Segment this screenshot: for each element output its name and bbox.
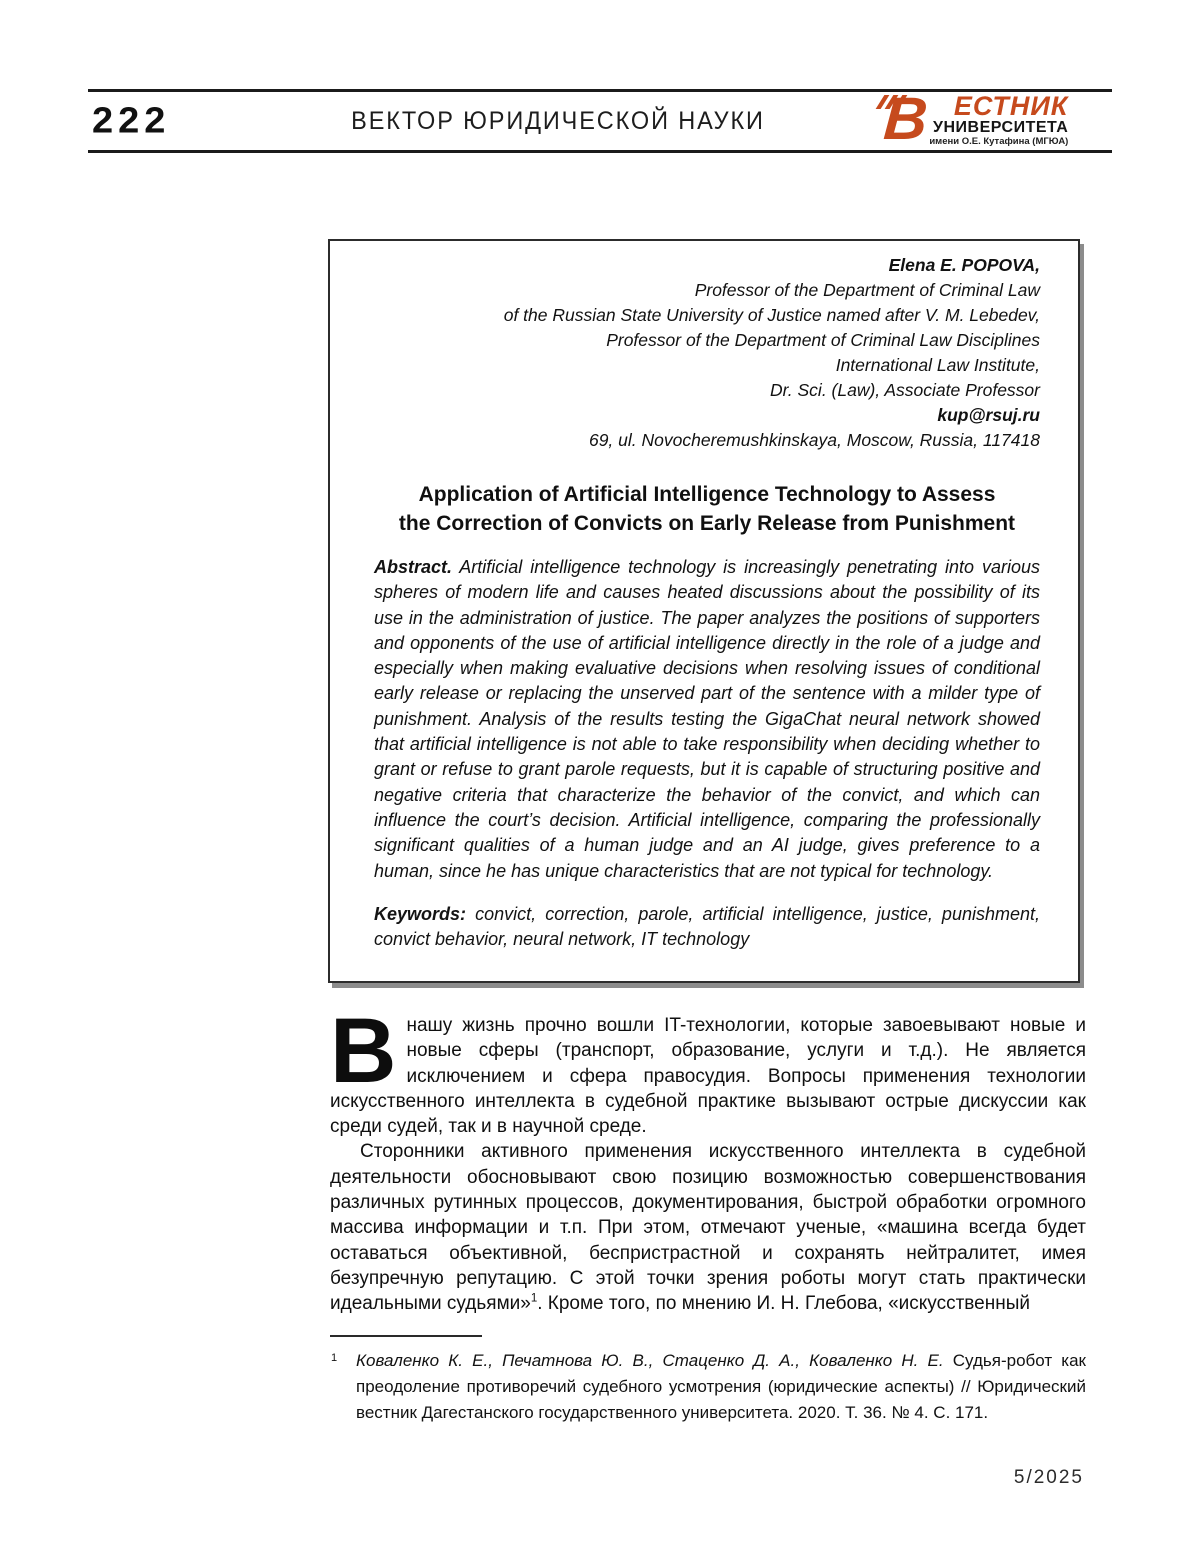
abstract-text: Artificial intelligence technology is increasingly penetrating into various spheres of modern life and causes heated discussions about the possibility of its use in the administration of justice. The paper analyzes the positions of supporters and opponents of the use of artificial intelligence directly in the role of a judge and especially when making evaluative decisions when resolving issues of conditional early release or replacing the unserved part of the sentence with a milder type of punishment. Analysis of the results testing the GigaChat neural network showed that artificial intelligence is not able to take responsibility when deciding whether to grant or refuse to grant parole requests, but it is capable of structuring positive and negative criteria that characterize the behavior of the convict, and which can influence the court’s decision. Artificial intelligence, comparing the professionally significant qualities of a human judge and an AI judge, gives preference to a human, since he has unique characteristics that are not typical for technology.: [374, 557, 1040, 881]
keywords: [374, 902, 1040, 953]
article-header-box: [328, 239, 1080, 983]
page-number: 222: [92, 100, 171, 141]
author-address: 69, ul. Novocheremushkinskaya, Moscow, Russia, 117418: [588, 430, 1040, 450]
drop-cap: В: [330, 1000, 397, 1102]
logo-initial-letter: В: [881, 85, 930, 152]
paragraph-2-tail: . Кроме того, по мнению И. Н. Глебова, «искусственный: [537, 1293, 1030, 1315]
article-title: [374, 480, 1040, 538]
author-affiliation-line: of the Russian State University of Justice named after V. M. Lebedev,: [503, 305, 1040, 325]
body-text: [330, 1000, 1086, 1317]
footnote-authors: Коваленко К. Е., Печатнова Ю. В., Стаценко Д. А., Коваленко Н. Е.: [356, 1351, 944, 1370]
paragraph-2-text: Сторонники активного применения искусственного интеллекта в судебной деятельности обосновывают свою позицию возможностью совершенствования различных рутинных процессов, документирования, быстрой обработки огромного массива информации и т.п. При этом, отмечают ученые, «машина всегда будет оставаться объективной, беспристрастной и сохранять нейтралитет, имея безупречную репутацию. С этой точки зрения роботы могут стать практически идеальными судьями»: [330, 1141, 1086, 1315]
author-affiliation-line: Dr. Sci. (Law), Associate Professor: [769, 380, 1040, 400]
paragraph-1: [330, 1000, 1086, 1139]
paragraph-1-text: нашу жизнь прочно вошли IT-технологии, которые завоевывают новые и новые сферы (транспорт, образование, услуги и т.д.). Не является исключением и сфера правосудия. Вопросы применения технологии искусственного интеллекта в судебной практике вызывают острые дискуссии как среди судей, так и в научной среде.: [330, 1015, 1086, 1138]
footnote-marker: 1: [331, 1352, 338, 1364]
page-issue: 5/2025: [1013, 1467, 1084, 1488]
author-affiliation-line: International Law Institute,: [835, 355, 1040, 375]
running-title: ВЕКТОР ЮРИДИЧЕСКОЙ НАУКИ: [351, 106, 765, 135]
keywords-label: Keywords:: [374, 903, 467, 924]
logo-title: ЕСТНИК: [953, 91, 1069, 121]
footnote: [330, 1335, 1086, 1426]
journal-logo: [874, 85, 1112, 152]
footnote-text: Судья-робот как преодоление противоречий судебного усмотрения (юридические аспекты) // Юридический вестник Дагестанского государственного университета. 2020. Т. 36. № 4. С. 171.: [356, 1351, 1086, 1422]
keywords-text: convict, correction, parole, artificial intelligence, justice, punishment, convict behavior, neural network, IT technology: [374, 903, 1040, 950]
footnote-separator: [330, 1335, 482, 1337]
footnote-reference: 1: [530, 1292, 538, 1305]
abstract-label: Abstract.: [374, 557, 453, 577]
page-header: [88, 85, 1112, 153]
author-affiliation-line: Professor of the Department of Criminal Law Disciplines: [606, 330, 1040, 350]
author-block: [374, 253, 1040, 453]
abstract: [374, 555, 1040, 884]
article-title-line: the Correction of Convicts on Early Release from Punishment: [398, 512, 1016, 535]
author-name: Elena E. POPOVA,: [888, 255, 1040, 275]
author-affiliation-line: Professor of the Department of Criminal Law: [694, 280, 1040, 300]
footnote-body: [330, 1348, 1086, 1426]
paragraph-2: [330, 1139, 1086, 1316]
logo-caption: имени О.Е. Кутафина (МГЮА): [929, 136, 1069, 147]
logo-subtitle: УНИВЕРСИТЕТА: [933, 119, 1069, 136]
author-email: kup@rsuj.ru: [937, 405, 1040, 425]
article-title-line: Application of Artificial Intelligence Technology to Assess: [418, 483, 996, 506]
